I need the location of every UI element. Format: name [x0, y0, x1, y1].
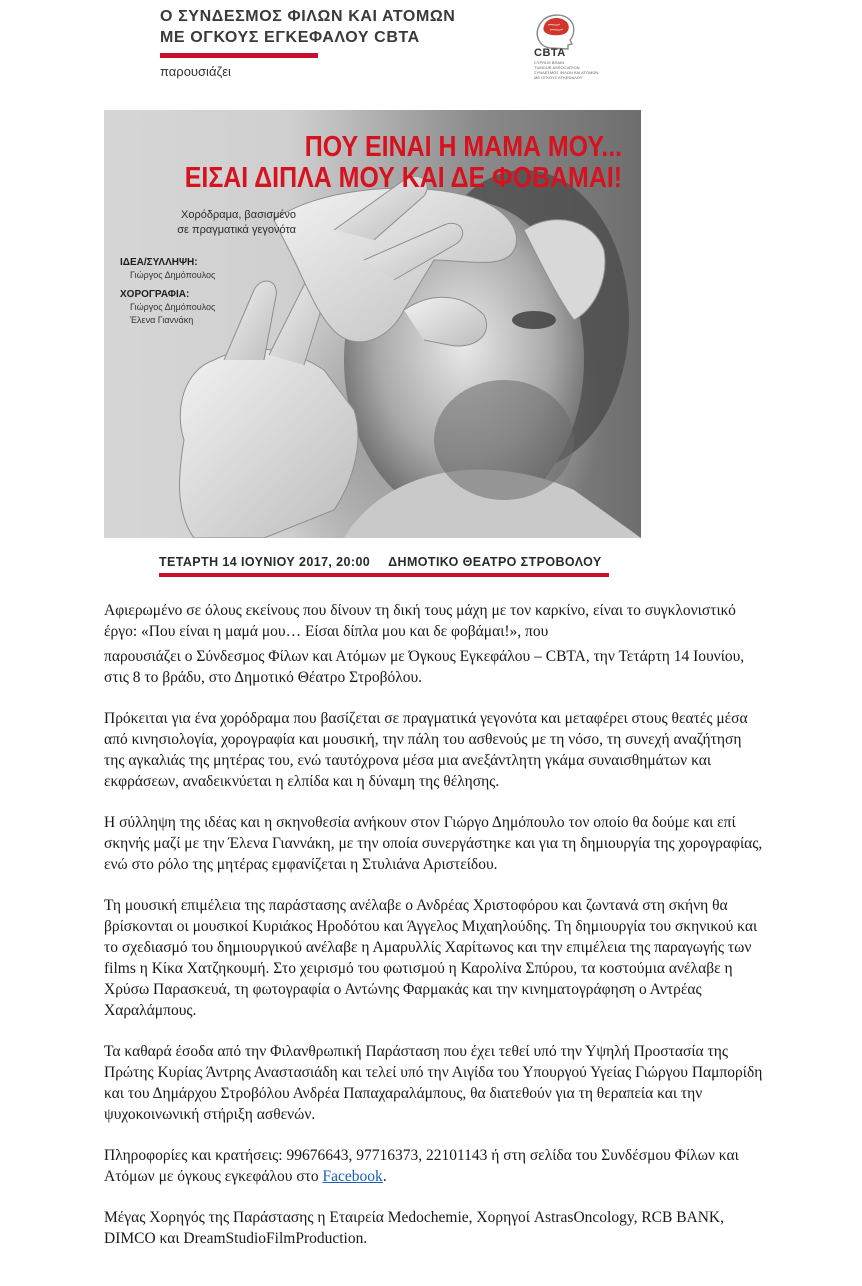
paragraph-crew: Τη μουσική επιμέλεια της παράστασης ανέλαβε ο Ανδρέας Χριστοφόρου και ζωντανά στη σκήνη θα βρίσκονται οι μουσικοί Κυριάκος Ηροδότου και Άγγελος Μιχαηλούδης. Τη δημιουργία του σκηνικού και το σχεδιασμό του δημιουργικού ανέλαβε η Αμαρυλλίς Χαρίτωνος και την επιμέλεια της παραγωγής των films η Κίκα Χατζηκουμή. Στο χειρισμό του φωτισμού η Καρολίνα Σπύρου, τα κοστούμια ανέλαβε η Χρύσω Παρασκευά, τη φωτογραφία ο Αντώνης Φαρμακάς και την κινηματογράφηση ο Αντρέας Χαραλάμπους. [104, 897, 758, 1019]
presents-text: παρουσιάζει [160, 64, 231, 79]
choreography-name-1: Γιώργος Δημόπουλος [130, 302, 216, 312]
paragraph-direction: Η σύλληψη της ιδέας και η σκηνοθεσία ανήκουν στον Γιώργο Δημόπουλο τον οποίο θα δούμε και επί σκηνής μαζί με την Έλενα Γιαννάκη, με την οποία συνεργάστηκε και για τη δημιουργία της χορογραφίας, ενώ στο ρόλο της μητέρας εμφανίζεται η Στυλιάνα Αριστείδου. [104, 814, 763, 873]
organization-title: Ο ΣΥΝΔΕΣΜΟΣ ΦΙΛΩΝ ΚΑΙ ΑΤΟΜΩΝ ΜΕ ΟΓΚΟΥΣ ΕΓΚΕΦΑΛΟΥ CBTA [160, 8, 456, 46]
facebook-link[interactable]: Facebook [322, 1168, 383, 1185]
choreography-label: ΧΟΡΟΓΡΑΦΙΑ: [120, 289, 190, 300]
logo-subtext: CYPRUS BRAIN TUMOUR ASSOCIATION ΣΥΝΔΕΣΜΟΣ ΦΙΛΩΝ ΚΑΙ ΑΤΟΜΩΝ ΜΕ ΟΓΚΟΥΣ ΕΓΚΕΦΑΛΟΥ [534, 60, 599, 80]
event-date: ΤΕΤΑΡΤΗ 14 ΙΟΥΝΙΟΥ 2017, 20:00 [159, 555, 371, 569]
article-body [104, 600, 764, 1269]
paragraph-description: Πρόκειται για ένα χορόδραμα που βασίζεται σε πραγματικά γεγονότα και μεταφέρει στους θεατές μέσα από κινησιολογία, χορογραφία και μουσική, την πάλη του ασθενούς με τη νόσο, τη συνεχή αναζήτηση της αγκαλιάς της μητέρας του, ενώ ταυτόχρονα μέσα μια ανεξάντλητη γκάμα συναισθημάτων και εκφράσεων, αναδεικνύεται η ελπίδα και η δύναμη της θέλησης. [104, 710, 748, 790]
idea-name: Γιώργος Δημόπουλος [130, 270, 216, 280]
poster-subtitle: Χορόδραμα, βασισμένο σε πραγματικά γεγονότα [177, 209, 296, 236]
idea-label: ΙΔΕΑ/ΣΥΛΛΗΨΗ: [120, 257, 198, 268]
event-poster [104, 110, 641, 538]
paragraph-sponsors: Μέγας Χορηγός της Παράστασης η Εταιρεία Medochemie, Χορηγοί AstrasOncology, RCB BANK, DIMCO και DreamStudioFilmProduction. [104, 1209, 724, 1247]
info-text: Πληροφορίες και κρατήσεις: 99676643, 97716373, 22101143 ή στη σελίδα του Συνδέσμου Φίλων και Ατόμων με όγκους εγκεφάλου στο [104, 1147, 739, 1185]
logo-label: CBTA [534, 47, 566, 59]
paragraph-info [104, 1145, 764, 1187]
paragraph-presentation: παρουσιάζει ο Σύνδεσμος Φίλων και Ατόμων με Όγκους Εγκεφάλου – CBTA, την Τετάρτη 14 Ιουνίου, στις 8 το βράδυ, στο Δημοτικό Θέατρο Στροβόλου. [104, 648, 745, 686]
poster-title: ΠΟΥ ΕΙΝΑΙ Η ΜΑΜΑ ΜΟΥ... ΕΙΣΑΙ ΔΙΠΛΑ ΜΟΥ ΚΑΙ ΔΕ ΦΟΒΑΜΑΙ! [184, 131, 623, 194]
poster-credits [120, 250, 280, 327]
event-date-venue [159, 555, 602, 569]
date-underline [159, 573, 609, 577]
paragraph-dedication: Αφιερωμένο σε όλους εκείνους που δίνουν τη δική τους μάχη με τον καρκίνο, είναι το συγκλονιστικό έργο: «Που είναι η μαμά μου… Είσαι δίπλα μου και δε φοβάμαι!», που [104, 602, 736, 640]
info-end: . [382, 1168, 387, 1185]
paragraph-proceeds: Τα καθαρά έσοδα από την Φιλανθρωπική Παράσταση που έχει τεθεί υπό την Υψηλή Προστασία της Πρώτης Κυρίας Άντρης Αναστασιάδη και τελεί υπό την Αιγίδα του Υπουργού Υγείας Γιώργου Παμπορίδη και του Δημάρχου Στροβόλου Ανδρέα Παπαχαραλάμπους, θα διατεθούν για τη θεραπεία και την ψυχοκοινωνική στήριξη ασθενών. [104, 1043, 763, 1123]
event-venue: ΔΗΜΟΤΙΚΟ ΘΕΑΤΡΟ ΣΤΡΟΒΟΛΟΥ [388, 555, 602, 569]
header [0, 0, 862, 100]
choreography-name-2: Έλενα Γιαννάκη [130, 315, 194, 325]
title-underline [160, 53, 318, 58]
